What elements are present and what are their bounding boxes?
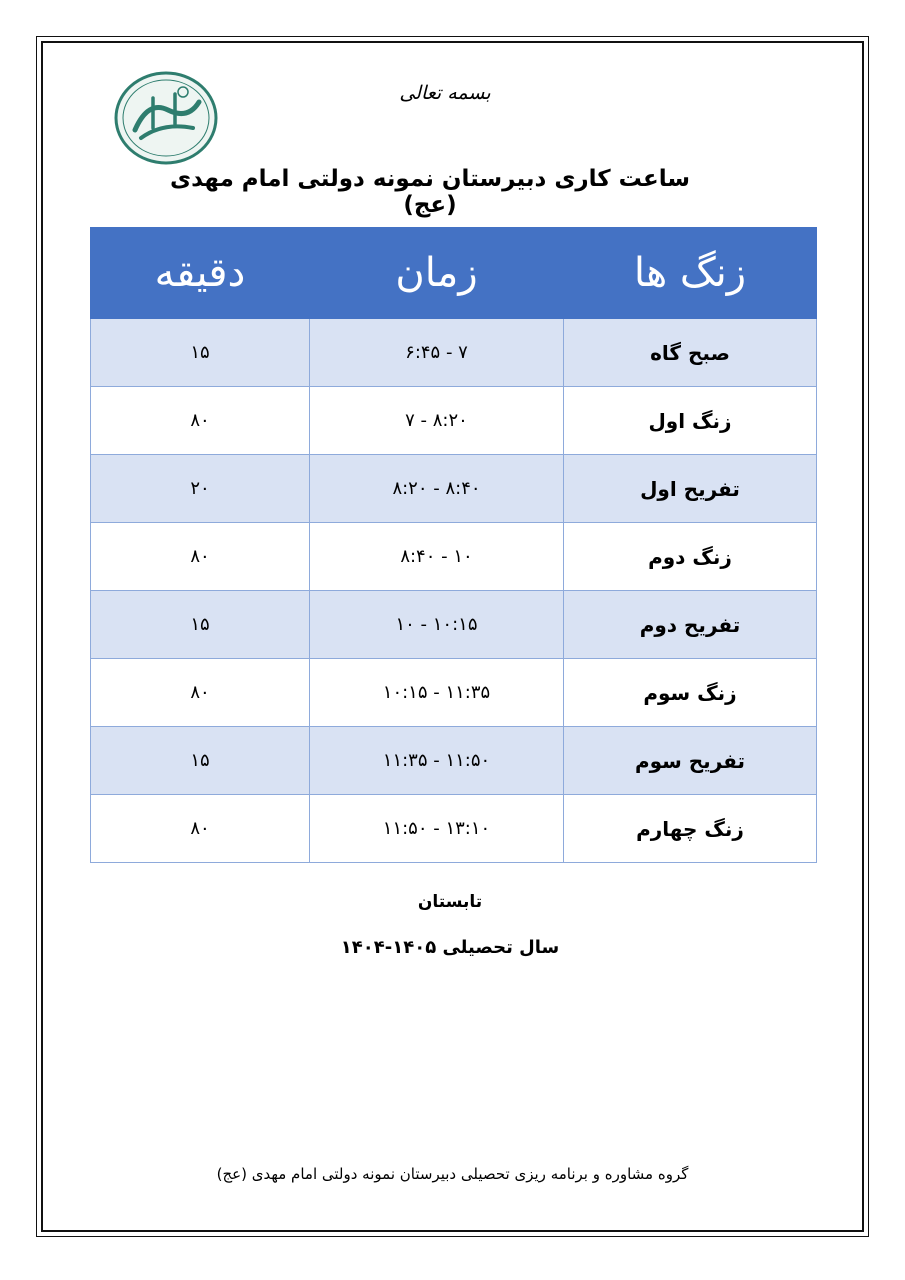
- time-range: ۶:۴۵ - ۷: [310, 319, 564, 387]
- time-range: ۱۱:۳۵ - ۱۱:۵۰: [310, 727, 564, 795]
- header-minutes: دقیقه: [91, 228, 310, 319]
- table-row: [91, 319, 817, 387]
- table-header-row: [91, 228, 817, 319]
- footer-text: گروه مشاوره و برنامه ریزی تحصیلی دبیرستان نمونه دولتی امام مهدی (عج): [216, 1165, 689, 1183]
- minutes-value: ۱۵: [91, 727, 310, 795]
- minutes-value: ۸۰: [91, 795, 310, 863]
- bell-name: تفریح دوم: [564, 591, 817, 659]
- bell-name: زنگ دوم: [564, 523, 817, 591]
- academic-year: سال تحصیلی ۱۴۰۵-۱۴۰۴: [340, 937, 560, 958]
- bell-name: زنگ اول: [564, 387, 817, 455]
- time-range: ۱۰ - ۱۰:۱۵: [310, 591, 564, 659]
- time-range: ۱۱:۵۰ - ۱۳:۱۰: [310, 795, 564, 863]
- season-label: تابستان: [417, 892, 483, 912]
- time-range: ۱۰:۱۵ - ۱۱:۳۵: [310, 659, 564, 727]
- header-time: زمان: [310, 228, 564, 319]
- table-row: [91, 523, 817, 591]
- table-row: [91, 387, 817, 455]
- bell-name: صبح گاه: [564, 319, 817, 387]
- bell-name: تفریح سوم: [564, 727, 817, 795]
- table-row: [91, 795, 817, 863]
- school-logo: [113, 70, 219, 166]
- time-range: ۸:۲۰ - ۸:۴۰: [310, 455, 564, 523]
- bell-name: زنگ سوم: [564, 659, 817, 727]
- page-title: ساعت کاری دبیرستان نمونه دولتی امام مهدی (عج): [170, 166, 690, 218]
- table-row: [91, 591, 817, 659]
- minutes-value: ۸۰: [91, 523, 310, 591]
- minutes-value: ۸۰: [91, 387, 310, 455]
- time-range: ۷ - ۸:۲۰: [310, 387, 564, 455]
- table-row: [91, 659, 817, 727]
- minutes-value: ۱۵: [91, 591, 310, 659]
- bell-name: زنگ چهارم: [564, 795, 817, 863]
- minutes-value: ۱۵: [91, 319, 310, 387]
- time-range: ۸:۴۰ - ۱۰: [310, 523, 564, 591]
- table-row: [91, 455, 817, 523]
- bell-name: تفریح اول: [564, 455, 817, 523]
- table-row: [91, 727, 817, 795]
- minutes-value: ۸۰: [91, 659, 310, 727]
- invocation-text: بسمه تعالی: [399, 82, 491, 104]
- header-bells: زنگ ها: [564, 228, 817, 319]
- schedule-table: [90, 227, 817, 863]
- minutes-value: ۲۰: [91, 455, 310, 523]
